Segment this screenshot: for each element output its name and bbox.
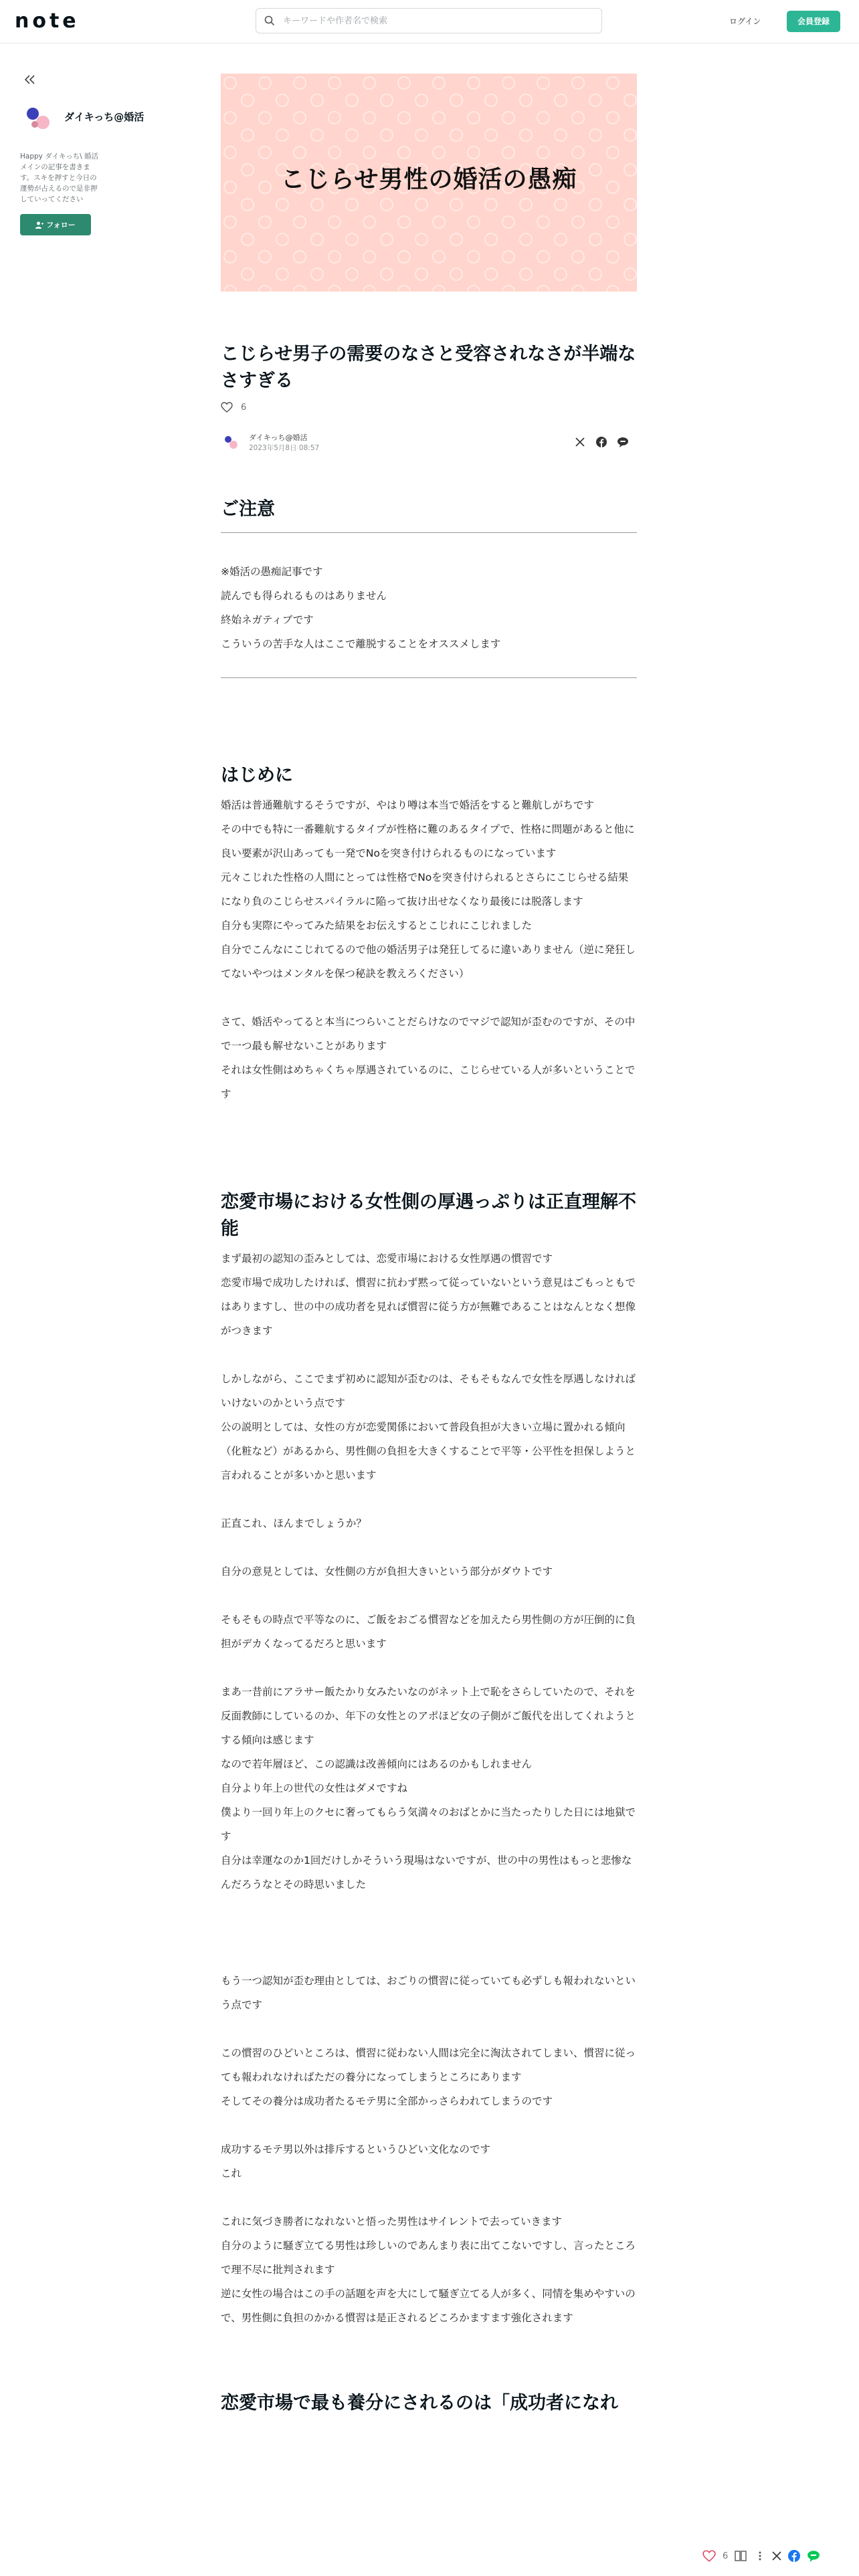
facebook-icon (596, 437, 607, 447)
heart-icon[interactable] (702, 2550, 716, 2562)
paragraph (221, 1584, 637, 1608)
like-count: 6 (723, 2551, 729, 2561)
share-x-button[interactable] (573, 435, 587, 449)
share-facebook-button[interactable] (594, 435, 609, 449)
paragraph: 婚活は普通難航するそうですが、やはり噂は本当で婚活をすると難航しがちです (221, 799, 594, 811)
paragraph: 終始ネガティブです (221, 614, 314, 626)
section-heading: はじめに (221, 765, 293, 786)
paragraph (221, 1535, 637, 1560)
paragraph (221, 1945, 637, 1969)
search-input[interactable] (282, 15, 579, 27)
paragraph (221, 1897, 637, 1921)
section-heading: ご注意 (221, 499, 275, 520)
paragraph: これに気づき勝者になれないと悟った男性はサイレントで去っていきます (221, 2216, 563, 2228)
section-heading: 恋愛市場で最も養分にされるのは「成功者になれ (221, 2393, 618, 2413)
section-heading: 恋愛市場における女性側の厚遇っぷりは正直理解不能 (221, 1192, 636, 1239)
paragraph (221, 1487, 637, 1511)
login-link[interactable]: ログイン (729, 17, 761, 26)
paragraph: そもそもの時点で平等なのに、ご飯をおごる慣習などを加えたら男性側の方が圧倒的に負担がデカくなってるだろと思います (221, 1614, 636, 1650)
article-body (221, 496, 637, 2417)
creator-bio: Happy ダイキっち\ 婚活メインの記事を書きます。スキを押すと今日の運勢が占えるので是非押していってください (20, 152, 99, 203)
collapse-sidebar-icon[interactable] (23, 72, 37, 87)
share-line-button[interactable] (615, 435, 630, 449)
paragraph (221, 1921, 637, 1945)
paragraph: さて、婚活やってると本当につらいことだらけなのでマジで認知が歪むのですが、その中で一つ最も解せないことがあります (221, 1016, 636, 1052)
paragraph: 読んでも得られるものはありません (221, 590, 387, 602)
paragraph: ※婚活の愚痴記事です (221, 566, 323, 578)
eyecatch-text: こじらせ男性の婚活の愚痴 (280, 166, 577, 193)
magazine-icon[interactable] (735, 2550, 748, 2562)
facebook-icon[interactable] (788, 2550, 800, 2562)
paragraph: そしてその養分は成功者たるモテ男に全部かっさらわれてしまうのです (221, 2095, 553, 2107)
paragraph: その中でも特に一番難航するタイプが性格に難のあるタイプで、性格に問題があると他に良い要素が沢山あっても一発でNoを突き付けられるものになっています (221, 823, 635, 859)
search-box[interactable] (256, 8, 602, 33)
like-count: 6 (241, 402, 247, 413)
paragraph: この慣習のひどいところは、慣習に従わない人間は完全に淘汰されてしまい、慣習に従っても報われなければただの養分になってしまうところにあります (221, 2047, 636, 2083)
paragraph: しかしながら、ここでまず初めに認知が歪むのは、そもそもなんで女性を厚遇しなければいけないのかという点です (221, 1373, 636, 1409)
author-row (221, 432, 637, 453)
x-icon[interactable] (772, 2551, 781, 2561)
global-header (0, 0, 859, 43)
paragraph: もう一つ認知が歪む理由としては、おごりの慣習に従っていても必ずしも報われないという点です (221, 1975, 636, 2011)
creator-name[interactable]: ダイキっち@婚活 (64, 111, 145, 123)
paragraph: 自分より年上の世代の女性はダメですね (221, 1782, 408, 1794)
paragraph: まず最初の認知の歪みとしては、恋愛市場における女性厚遇の慣習です (221, 1253, 553, 1265)
x-icon (575, 437, 585, 447)
paragraph: それは女性側はめちゃくちゃ厚遇されているのに、こじらせている人が多いということです (221, 1064, 636, 1100)
paragraph: 正直これ、ほんまでしょうか？ (221, 1517, 367, 1529)
paragraph (221, 2185, 637, 2210)
follow-label: フォロー (46, 221, 76, 229)
paragraph: 自分も実際にやってみた結果をお伝えするとこじれにこじれました (221, 920, 533, 932)
add-user-icon (35, 221, 43, 229)
paragraph: 元々こじれた性格の人間にとっては性格でNoを突き付けられるとさらにこじらせる結果になり負のこじらせスパイラルに陥って抜け出せなくなり最後には脱落します (221, 871, 629, 907)
eyecatch-image (221, 74, 637, 292)
paragraph: 公の説明としては、女性の方が恋愛関係において普段負担が大きい立場に置かれる傾向（化粧など）があるから、男性側の負担を大きくすることで平等・公平性を担保しようと言われることが多いかと思います (221, 1421, 636, 1481)
follow-button[interactable] (20, 214, 91, 235)
paragraph (221, 2113, 637, 2137)
paragraph: 自分は幸運なのか1回だけしかそういう現場はないですが、世の中の男性はもっと悲惨なんだろうなとその時思いました (221, 1854, 632, 1891)
line-icon[interactable] (807, 2550, 820, 2562)
section-paragraphs (221, 1247, 637, 2330)
paragraph (221, 1656, 637, 1680)
paragraph: 自分のように騒ぎ立てる男性は珍しいのであんまり表に出てこないですし、言ったところで理不尽に批判されます (221, 2240, 636, 2276)
paragraph: なので若年層ほど、この認識は改善傾向にはあるのかもしれません (221, 1758, 533, 1770)
like-row (221, 402, 246, 413)
article-title: こじらせ男子の需要のなさと受容されなさが半端なさすぎる (221, 344, 636, 391)
paragraph: 僕より一回り年上のクセに奢ってもらう気満々のおばとかに当たったりした日には地獄です (221, 1806, 636, 1842)
author-name[interactable]: ダイキっち@婚活 (249, 433, 308, 442)
more-icon[interactable] (755, 2550, 765, 2562)
paragraph: これ (221, 2167, 242, 2179)
paragraph: 自分でこんなにこじれてるので他の婚活男子は発狂してるに違いありません（逆に発狂してないやつはメンタルを保つ秘訣を教えろください） (221, 944, 636, 980)
paragraph: 成功するモテ男以外は排斥するというひどい文化なのです (221, 2143, 491, 2155)
author-avatar[interactable] (221, 432, 241, 452)
line-icon (617, 437, 629, 447)
paragraph: 逆に女性の場合はこの手の話題を声を大にして騒ぎ立てる人が多く、同情を集めやすいので、男性側に負担のかかる慣習は是正されるどころかますます強化されます (221, 2288, 636, 2324)
note-logo[interactable]: note (15, 9, 80, 33)
search-icon (264, 15, 275, 26)
signup-button[interactable]: 会員登録 (787, 11, 840, 32)
paragraph: まあ一昔前にアラサー飯たかり女みたいなのがネット上で恥をさらしていたので、それを反面教師にしているのか、年下の女性とのアポほど女の子側がご飯代を出してくれようとする傾向は感じます (221, 1686, 636, 1746)
paragraph: 自分の意見としては、女性側の方が負担大きいという部分がダウトです (221, 1566, 553, 1578)
paragraph (221, 2017, 637, 2041)
paragraph: こういうの苦手な人はここで離脱することをオススメします (221, 638, 501, 650)
heart-icon[interactable] (221, 402, 233, 413)
floating-action-bar (702, 2544, 859, 2568)
creator-avatar[interactable] (20, 100, 55, 135)
paragraph (221, 1343, 637, 1367)
publish-date: 2023年5月8日 08:57 (249, 444, 320, 452)
paragraph (221, 986, 637, 1010)
paragraph: 恋愛市場で成功したければ、慣習に抗わず黙って従っていないという意見はごもっともではありますし、世の中の成功者を見れば慣習に従う方が無難であることはなんとなく想像がつきます (221, 1277, 636, 1337)
